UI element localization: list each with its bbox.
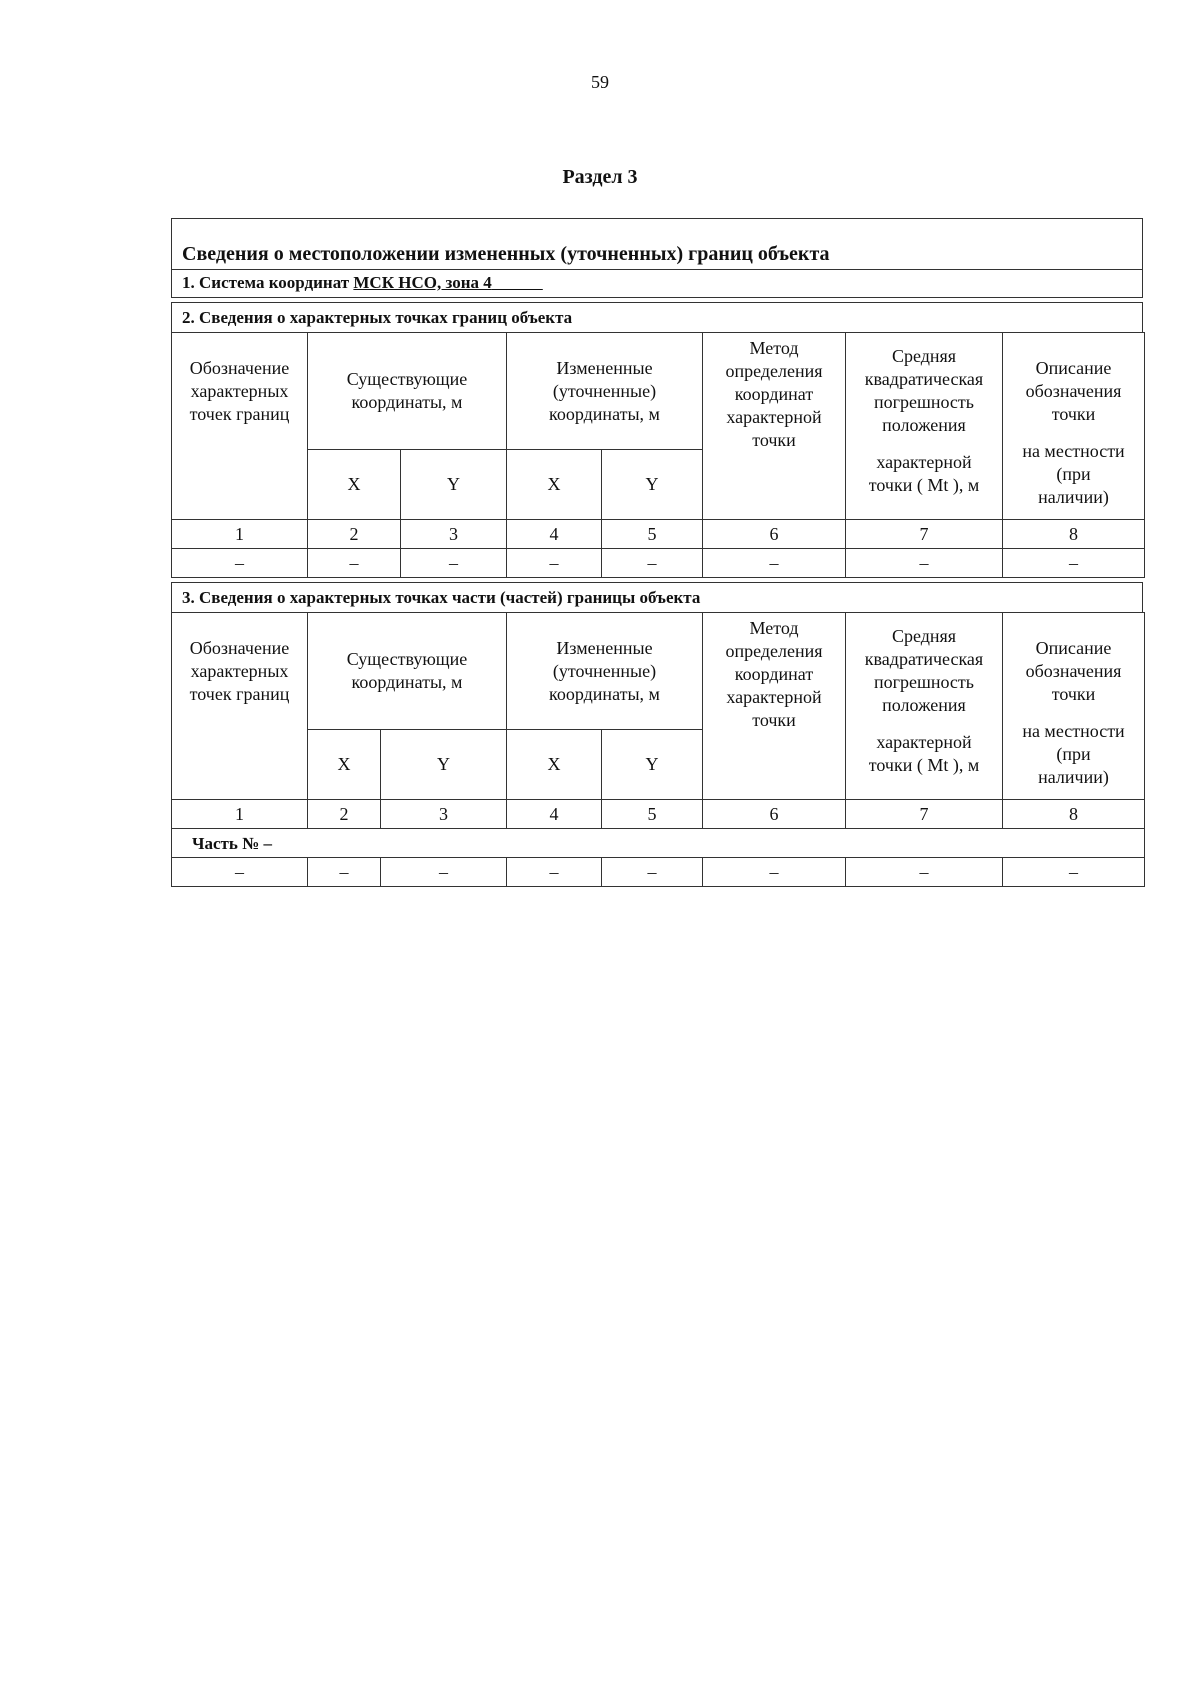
header-existing-x: X — [308, 730, 381, 800]
table1-heading: 2. Сведения о характерных точках границ объекта — [182, 308, 573, 327]
column-number: 1 — [172, 520, 308, 549]
column-number: 2 — [308, 800, 381, 829]
table-cell: – — [172, 549, 308, 578]
header-description: Описание обозначения точки на местности (при наличии) — [1003, 333, 1145, 520]
column-number: 5 — [602, 520, 703, 549]
table1-heading-box — [171, 302, 1143, 333]
table-row — [172, 858, 1145, 887]
header-existing-coords: Существующие координаты, м — [308, 333, 507, 450]
coord-system-value: МСК НСО, зона 4 — [353, 273, 492, 292]
column-number: 8 — [1003, 800, 1145, 829]
table-cell: – — [1003, 549, 1145, 578]
table-cell: – — [401, 549, 507, 578]
block-title: Сведения о местоположении измененных (уточненных) границ объекта — [182, 243, 830, 265]
header-mean-error: Средняя квадратическая погрешность положения характерной точки ( Mt ), м — [846, 333, 1003, 520]
column-number: 1 — [172, 800, 308, 829]
table2-heading: 3. Сведения о характерных точках части (частей) границы объекта — [182, 588, 701, 607]
table-cell: – — [846, 549, 1003, 578]
header-existing-y: Y — [401, 450, 507, 520]
header-existing-y: Y — [381, 730, 507, 800]
table2-heading-box — [171, 582, 1143, 613]
table-cell: – — [507, 858, 602, 887]
header-mean-error: Средняя квадратическая погрешность положения характерной точки ( Mt ), м — [846, 613, 1003, 800]
table-cell: – — [846, 858, 1003, 887]
table-cell: – — [703, 858, 846, 887]
table-cell: – — [602, 858, 703, 887]
column-number-row — [172, 800, 1145, 829]
column-number: 4 — [507, 520, 602, 549]
table-cell: – — [602, 549, 703, 578]
header-existing-x: X — [308, 450, 401, 520]
column-number: 5 — [602, 800, 703, 829]
section-title: Раздел 3 — [562, 166, 638, 188]
column-number: 2 — [308, 520, 401, 549]
header-designation: Обозначение характерных точек границ — [172, 333, 308, 520]
column-number: 6 — [703, 800, 846, 829]
part-points-table — [171, 612, 1145, 887]
table-cell: – — [381, 858, 507, 887]
header-changed-y: Y — [602, 730, 703, 800]
column-number: 8 — [1003, 520, 1145, 549]
points-table — [171, 332, 1145, 578]
column-number: 3 — [381, 800, 507, 829]
header-description: Описание обозначения точки на местности (при наличии) — [1003, 613, 1145, 800]
header-method: Метод определения координат характерной точки — [703, 333, 846, 520]
header-method: Метод определения координат характерной точки — [703, 613, 846, 800]
coord-system-label: 1. Система координат — [182, 273, 350, 292]
header-changed-coords: Измененные (уточненные) координаты, м — [507, 333, 703, 450]
column-number: 3 — [401, 520, 507, 549]
header-changed-x: X — [507, 730, 602, 800]
column-number: 7 — [846, 800, 1003, 829]
table-cell: – — [308, 549, 401, 578]
part-row — [172, 829, 1145, 858]
table-cell: – — [172, 858, 308, 887]
coord-system-row — [171, 269, 1143, 298]
header-changed-x: X — [507, 450, 602, 520]
page-number: 59 — [591, 72, 609, 92]
header-designation: Обозначение характерных точек границ — [172, 613, 308, 800]
header-changed-coords: Измененные (уточненные) координаты, м — [507, 613, 703, 730]
part-label: Часть № – — [172, 829, 1145, 858]
table-cell: – — [703, 549, 846, 578]
header-changed-y: Y — [602, 450, 703, 520]
column-number: 4 — [507, 800, 602, 829]
table-cell: – — [1003, 858, 1145, 887]
column-number: 7 — [846, 520, 1003, 549]
column-number: 6 — [703, 520, 846, 549]
table-cell: – — [507, 549, 602, 578]
table-row — [172, 549, 1145, 578]
header-existing-coords: Существующие координаты, м — [308, 613, 507, 730]
table-cell: – — [308, 858, 381, 887]
column-number-row — [172, 520, 1145, 549]
block-title-box — [171, 218, 1143, 270]
